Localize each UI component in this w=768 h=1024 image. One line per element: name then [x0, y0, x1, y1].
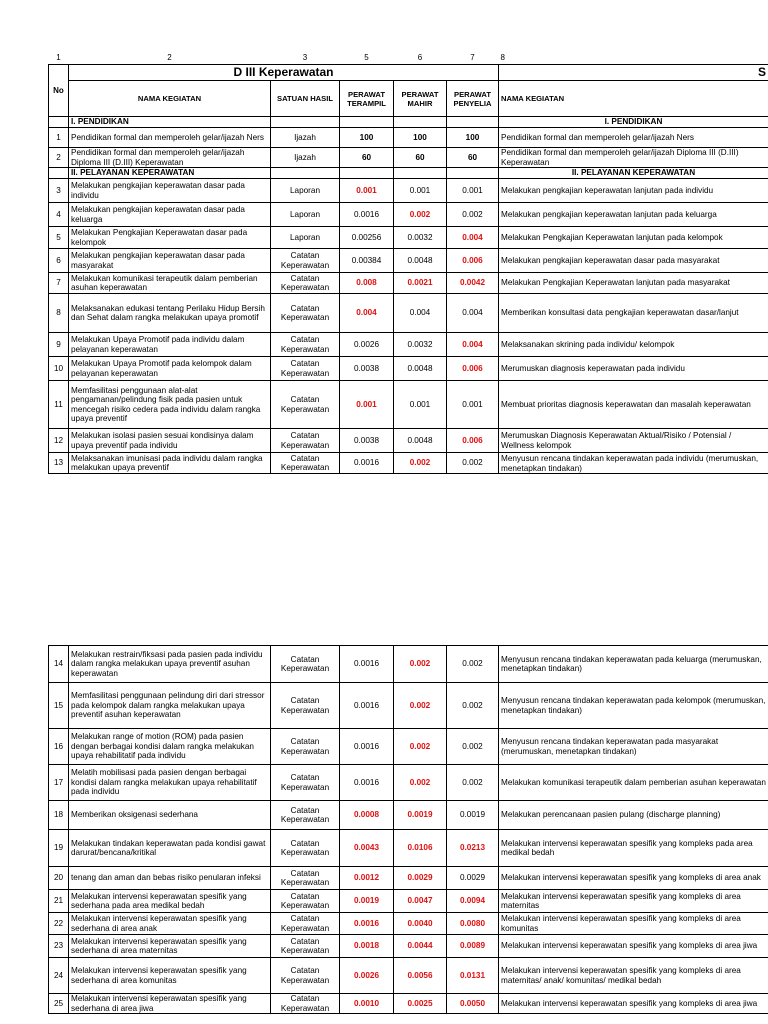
activity-name: Melaksanakan edukasi tentang Perilaku Hidup Bersih dan Sehat dalam rangka melakukan upaya promotif: [69, 294, 271, 333]
empty-cell: [340, 117, 394, 128]
table-row: [49, 294, 768, 333]
value-terampil: 0.0008: [340, 801, 394, 830]
result-unit: Laporan: [271, 179, 340, 203]
value-terampil: 0.0016: [340, 913, 394, 935]
header-satuan-hasil: SATUAN HASIL: [271, 81, 340, 117]
result-unit: Catatan Keperawatan: [271, 765, 340, 801]
column-number-row: [49, 52, 768, 65]
activity-name-right: Melakukan intervensi keperawatan spesifik yang kompleks di area komunitas: [499, 913, 768, 935]
result-unit: Catatan Keperawatan: [271, 830, 340, 867]
result-unit: Catatan Keperawatan: [271, 994, 340, 1014]
row-number: 16: [49, 729, 69, 765]
result-unit: Catatan Keperawatan: [271, 801, 340, 830]
table-body-pelayanan: [49, 179, 768, 474]
title-row: [49, 65, 768, 81]
row-number: 21: [49, 890, 69, 913]
table-row: [49, 453, 768, 474]
value-mahir: 0.0048: [394, 357, 447, 381]
value-penyelia: 0.002: [447, 453, 499, 474]
header-nama-kegiatan-right: NAMA KEGIATAN: [499, 81, 768, 117]
table-row: [49, 830, 768, 867]
row-number: 24: [49, 958, 69, 994]
table-row: [49, 935, 768, 958]
table-row: [49, 357, 768, 381]
activity-name: Melakukan intervensi keperawatan spesifik yang sederhana di area maternitas: [69, 935, 271, 958]
activity-name: Melakukan Pengkajian Keperawatan dasar pada kelompok: [69, 227, 271, 249]
header-perawat-mahir: PERAWAT MAHIR: [394, 81, 447, 117]
activity-name-right: Melakukan Pengkajian Keperawatan lanjutan pada kelompok: [499, 227, 768, 249]
result-unit: Catatan Keperawatan: [271, 729, 340, 765]
table-row: [49, 429, 768, 453]
activity-name: Melakukan intervensi keperawatan spesifik yang sederhana di area anak: [69, 913, 271, 935]
value-penyelia: 0.006: [447, 429, 499, 453]
value-terampil: 0.0016: [340, 765, 394, 801]
value-penyelia: 0.0029: [447, 867, 499, 890]
result-unit: Catatan Keperawatan: [271, 357, 340, 381]
result-unit: Catatan Keperawatan: [271, 381, 340, 429]
value-terampil: 0.0026: [340, 333, 394, 357]
value-mahir: 100: [394, 128, 447, 148]
table-row: [49, 179, 768, 203]
activity-name: Memberikan oksigenasi sederhana: [69, 801, 271, 830]
value-penyelia: 0.0080: [447, 913, 499, 935]
empty-cell: [49, 168, 69, 179]
activity-name-right: Merumuskan Diagnosis Keperawatan Aktual/Risiko / Potensial / Wellness kelompok: [499, 429, 768, 453]
section-label-right: II. PELAYANAN KEPERAWATAN: [499, 168, 768, 179]
value-mahir: 0.002: [394, 646, 447, 683]
table-row: [49, 249, 768, 273]
value-mahir: 0.0048: [394, 249, 447, 273]
row-number: 4: [49, 203, 69, 227]
activity-name: Melakukan restrain/fiksasi pada pasien pada individu dalam rangka melakukan upaya preventif asuhan keperawatan: [69, 646, 271, 683]
result-unit: Catatan Keperawatan: [271, 646, 340, 683]
activity-name: Melakukan komunikasi terapeutik dalam pemberian asuhan keperawatan: [69, 273, 271, 294]
col-number: 7: [470, 53, 475, 63]
section-row: [49, 168, 768, 179]
header-perawat-terampil: PERAWAT TERAMPIL: [340, 81, 394, 117]
value-mahir: 0.0106: [394, 830, 447, 867]
result-unit: Catatan Keperawatan: [271, 958, 340, 994]
row-number: 10: [49, 357, 69, 381]
value-mahir: 0.0032: [394, 227, 447, 249]
result-unit: Ijazah: [271, 148, 340, 168]
value-penyelia: 0.0042: [447, 273, 499, 294]
value-terampil: 0.0026: [340, 958, 394, 994]
row-number: 18: [49, 801, 69, 830]
empty-cell: [271, 168, 340, 179]
header-no: No: [49, 65, 69, 117]
activity-name-right: Menyusun rencana tindakan keperawatan pada kelompok (merumuskan, menetapkan tindakan): [499, 683, 768, 729]
activity-name-right: Melakukan intervensi keperawatan spesifik yang kompleks di area anak: [499, 867, 768, 890]
table-row: [49, 203, 768, 227]
value-penyelia: 0.002: [447, 729, 499, 765]
value-mahir: 0.002: [394, 683, 447, 729]
activity-name: Melakukan pengkajian keperawatan dasar pada masyarakat: [69, 249, 271, 273]
sheet-part-2: [48, 645, 768, 1014]
activity-name: Melakukan Upaya Promotif pada kelompok dalam pelayanan keperawatan: [69, 357, 271, 381]
result-unit: Ijazah: [271, 128, 340, 148]
value-penyelia: 0.004: [447, 227, 499, 249]
value-terampil: 0.0016: [340, 729, 394, 765]
value-terampil: 0.0016: [340, 203, 394, 227]
value-penyelia: 0.002: [447, 646, 499, 683]
table-row: [49, 333, 768, 357]
activity-name-right: Melakukan intervensi keperawatan spesifik yang kompleks pada area medikal bedah: [499, 830, 768, 867]
value-terampil: 0.0016: [340, 683, 394, 729]
activity-name-right: Memberikan konsultasi data pengkajian keperawatan dasar/lanjut: [499, 294, 768, 333]
row-number: 23: [49, 935, 69, 958]
row-number: 11: [49, 381, 69, 429]
table-row: [49, 729, 768, 765]
activity-name: Melakukan Upaya Promotif pada individu dalam pelayanan keperawatan: [69, 333, 271, 357]
row-number: 9: [49, 333, 69, 357]
value-terampil: 0.0018: [340, 935, 394, 958]
activity-name: Melakukan range of motion (ROM) pada pasien dengan berbagai kondisi dalam rangka melakukan upaya rehabilitatif pada individu: [69, 729, 271, 765]
activity-name: Melakukan intervensi keperawatan spesifik yang sederhana di area jiwa: [69, 994, 271, 1014]
page-title-right: S: [499, 65, 768, 81]
row-number: 13: [49, 453, 69, 474]
activity-name-right: Menyusun rencana tindakan keperawatan pada individu (merumuskan, menetapkan tindakan): [499, 453, 768, 474]
activity-name-right: Melakukan Pengkajian Keperawatan lanjutan pada masyarakat: [499, 273, 768, 294]
section-label: II. PELAYANAN KEPERAWATAN: [69, 168, 271, 179]
table-row: [49, 227, 768, 249]
row-number: 17: [49, 765, 69, 801]
result-unit: Catatan Keperawatan: [271, 867, 340, 890]
sheet-part-1: [48, 52, 768, 474]
value-penyelia: 0.001: [447, 179, 499, 203]
value-mahir: 0.002: [394, 453, 447, 474]
col-number: 6: [417, 53, 423, 63]
table-body-continued: [49, 646, 768, 1014]
table-row: [49, 913, 768, 935]
value-terampil: 100: [340, 128, 394, 148]
activity-name: Melaksanakan imunisasi pada individu dalam rangka melakukan upaya preventif: [69, 453, 271, 474]
value-penyelia: 60: [447, 148, 499, 168]
table-row: [49, 867, 768, 890]
row-number: 1: [49, 128, 69, 148]
result-unit: Catatan Keperawatan: [271, 294, 340, 333]
value-mahir: 0.002: [394, 765, 447, 801]
activity-name-right: Melakukan komunikasi terapeutik dalam pemberian asuhan keperawatan: [499, 765, 768, 801]
table-row: [49, 128, 768, 148]
value-mahir: 0.002: [394, 729, 447, 765]
empty-cell: [340, 168, 394, 179]
result-unit: Catatan Keperawatan: [271, 273, 340, 294]
activity-name-right: Melakukan intervensi keperawatan spesifik yang kompleks di area maternitas/ anak/ komunitas/ medikal bedah: [499, 958, 768, 994]
activity-name: Melakukan intervensi keperawatan spesifik yang sederhana pada area medikal bedah: [69, 890, 271, 913]
result-unit: Catatan Keperawatan: [271, 249, 340, 273]
empty-cell: [394, 168, 447, 179]
activity-name: Melatih mobilisasi pada pasien dengan berbagai kondisi dalam rangka melakukan upaya rehabilitatif pada individu: [69, 765, 271, 801]
table-row: [49, 381, 768, 429]
table-row: [49, 994, 768, 1014]
row-number: 5: [49, 227, 69, 249]
col-number: 2: [167, 53, 172, 63]
row-number: 8: [49, 294, 69, 333]
result-unit: Catatan Keperawatan: [271, 683, 340, 729]
value-penyelia: 100: [447, 128, 499, 148]
value-penyelia: 0.0131: [447, 958, 499, 994]
value-penyelia: 0.004: [447, 294, 499, 333]
value-terampil: 0.001: [340, 179, 394, 203]
value-terampil: 0.008: [340, 273, 394, 294]
section-row: [49, 117, 768, 128]
empty-cell: [49, 117, 69, 128]
value-mahir: 0.004: [394, 294, 447, 333]
value-penyelia: 0.0050: [447, 994, 499, 1014]
activity-name-right: Melakukan perencanaan pasien pulang (discharge planning): [499, 801, 768, 830]
value-mahir: 0.0032: [394, 333, 447, 357]
result-unit: Catatan Keperawatan: [271, 429, 340, 453]
value-penyelia: 0.0213: [447, 830, 499, 867]
col-number: 8: [500, 53, 505, 63]
table-row: [49, 148, 768, 168]
empty-cell: [271, 117, 340, 128]
header-nama-kegiatan: NAMA KEGIATAN: [69, 81, 271, 117]
table-row: [49, 683, 768, 729]
value-penyelia: 0.002: [447, 765, 499, 801]
value-mahir: 0.0040: [394, 913, 447, 935]
value-penyelia: 0.0089: [447, 935, 499, 958]
value-terampil: 0.0010: [340, 994, 394, 1014]
activity-name: Melakukan pengkajian keperawatan dasar pada keluarga: [69, 203, 271, 227]
value-terampil: 0.0038: [340, 429, 394, 453]
result-unit: Catatan Keperawatan: [271, 333, 340, 357]
value-penyelia: 0.0094: [447, 890, 499, 913]
value-terampil: 0.0043: [340, 830, 394, 867]
activity-name-right: Pendidikan formal dan memperoleh gelar/ijazah Ners: [499, 128, 768, 148]
value-penyelia: 0.004: [447, 333, 499, 357]
row-number: 19: [49, 830, 69, 867]
value-mahir: 0.002: [394, 203, 447, 227]
table-row: [49, 765, 768, 801]
value-mahir: 0.001: [394, 381, 447, 429]
value-terampil: 0.00256: [340, 227, 394, 249]
row-number: 25: [49, 994, 69, 1014]
value-terampil: 0.0012: [340, 867, 394, 890]
activity-name-right: Membuat prioritas diagnosis keperawatan dan masalah keperawatan: [499, 381, 768, 429]
header-row: [49, 81, 768, 117]
value-mahir: 0.0029: [394, 867, 447, 890]
col-number: 1: [56, 53, 61, 63]
empty-cell: [447, 168, 499, 179]
result-unit: Laporan: [271, 203, 340, 227]
value-penyelia: 0.002: [447, 683, 499, 729]
result-unit: Catatan Keperawatan: [271, 913, 340, 935]
result-unit: Catatan Keperawatan: [271, 453, 340, 474]
value-mahir: 0.0019: [394, 801, 447, 830]
col-number: 5: [364, 53, 369, 63]
activity-name: Melakukan isolasi pasien sesuai kondisinya dalam upaya preventif pada individu: [69, 429, 271, 453]
result-unit: Catatan Keperawatan: [271, 935, 340, 958]
activity-name: Pendidikan formal dan memperoleh gelar/ijazah Diploma III (D.III) Keperawatan: [69, 148, 271, 168]
activity-name-right: Melakukan pengkajian keperawatan lanjutan pada keluarga: [499, 203, 768, 227]
value-mahir: 0.0047: [394, 890, 447, 913]
activity-name: Melakukan tindakan keperawatan pada kondisi gawat darurat/bencana/kritikal: [69, 830, 271, 867]
value-terampil: 0.0016: [340, 453, 394, 474]
activity-name-right: Melakukan intervensi keperawatan spesifik yang kompleks di area jiwa: [499, 935, 768, 958]
value-mahir: 0.0056: [394, 958, 447, 994]
value-penyelia: 0.0019: [447, 801, 499, 830]
table-row: [49, 801, 768, 830]
table-row: [49, 890, 768, 913]
value-terampil: 0.0016: [340, 646, 394, 683]
value-penyelia: 0.006: [447, 249, 499, 273]
activity-name: Memfasilitasi penggunaan alat-alat pengamanan/pelindung fisik pada pasien untuk mencegah risiko cedera pada individu dalam rangka upaya preventif: [69, 381, 271, 429]
table-row: [49, 958, 768, 994]
value-terampil: 0.0019: [340, 890, 394, 913]
value-terampil: 0.004: [340, 294, 394, 333]
section-label: I. PENDIDIKAN: [69, 117, 271, 128]
row-number: 7: [49, 273, 69, 294]
row-number: 6: [49, 249, 69, 273]
activity-name-right: Pendidikan formal dan memperoleh gelar/ijazah Diploma III (D.III) Keperawatan: [499, 148, 768, 168]
value-penyelia: 0.001: [447, 381, 499, 429]
table-row: [49, 646, 768, 683]
empty-cell: [447, 117, 499, 128]
value-terampil: 60: [340, 148, 394, 168]
row-number: 2: [49, 148, 69, 168]
activity-name-right: Melakukan pengkajian keperawatan lanjutan pada individu: [499, 179, 768, 203]
activity-name: Melakukan pengkajian keperawatan dasar pada individu: [69, 179, 271, 203]
col-number: 3: [302, 53, 308, 63]
value-mahir: 0.0025: [394, 994, 447, 1014]
activity-name-right: Menyusun rencana tindakan keperawatan pada masyarakat (merumuskan, menetapkan tindakan): [499, 729, 768, 765]
value-mahir: 0.0021: [394, 273, 447, 294]
header-perawat-penyelia: PERAWAT PENYELIA: [447, 81, 499, 117]
value-mahir: 0.0044: [394, 935, 447, 958]
row-number: 12: [49, 429, 69, 453]
value-terampil: 0.001: [340, 381, 394, 429]
activity-name: Memfasilitasi penggunaan pelindung diri dari stressor pada kelompok dalam rangka melakukan upaya preventif asuhan keperawatan: [69, 683, 271, 729]
value-terampil: 0.0038: [340, 357, 394, 381]
result-unit: Laporan: [271, 227, 340, 249]
activity-name: Pendidikan formal dan memperoleh gelar/ijazah Ners: [69, 128, 271, 148]
section-label-right: I. PENDIDIKAN: [499, 117, 768, 128]
value-mahir: 0.001: [394, 179, 447, 203]
table-row: [49, 273, 768, 294]
activity-name: tenang dan aman dan bebas risiko penularan infeksi: [69, 867, 271, 890]
activity-name-right: Merumuskan diagnosis keperawatan pada individu: [499, 357, 768, 381]
value-penyelia: 0.002: [447, 203, 499, 227]
table-body-pendidikan: [49, 128, 768, 168]
activity-name-right: Melakukan intervensi keperawatan spesifik yang kompleks di area jiwa: [499, 994, 768, 1014]
value-terampil: 0.00384: [340, 249, 394, 273]
activity-name-right: Melakukan pengkajian keperawatan dasar pada masyarakat: [499, 249, 768, 273]
value-mahir: 0.0048: [394, 429, 447, 453]
row-number: 14: [49, 646, 69, 683]
value-mahir: 60: [394, 148, 447, 168]
activity-name-right: Melaksanakan skrining pada individu/ kelompok: [499, 333, 768, 357]
activity-name: Melakukan intervensi keperawatan spesifik yang sederhana di area komunitas: [69, 958, 271, 994]
row-number: 22: [49, 913, 69, 935]
activity-name-right: Menyusun rencana tindakan keperawatan pada keluarga (merumuskan, menetapkan tindakan): [499, 646, 768, 683]
row-number: 20: [49, 867, 69, 890]
result-unit: Catatan Keperawatan: [271, 890, 340, 913]
activity-name-right: Melakukan intervensi keperawatan spesifik yang kompleks di area maternitas: [499, 890, 768, 913]
row-number: 3: [49, 179, 69, 203]
row-number: 15: [49, 683, 69, 729]
page-title: D III Keperawatan: [69, 65, 499, 81]
empty-cell: [394, 117, 447, 128]
value-penyelia: 0.006: [447, 357, 499, 381]
